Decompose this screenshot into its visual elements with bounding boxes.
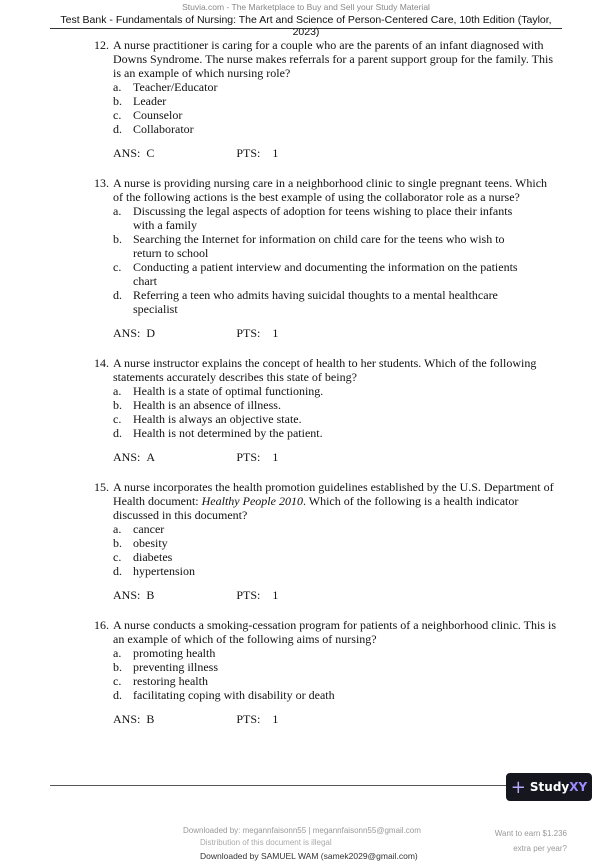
question-stem: A nurse conducts a smoking-cessation program for patients of a neighborhood clinic. This is an example of which of the following aims of nursing? <box>113 618 557 646</box>
answer-option <box>113 550 560 564</box>
ans-value: B <box>146 712 155 726</box>
answer-option <box>113 674 560 688</box>
answer-line <box>113 588 560 602</box>
answer-option <box>113 384 560 398</box>
options-list <box>113 384 560 440</box>
pts-value: 1 <box>272 588 279 602</box>
logo-text: Study <box>529 780 570 794</box>
option-text: Health is always an objective state. <box>133 412 302 426</box>
header-divider <box>50 28 562 29</box>
option-letter: a. <box>113 80 122 94</box>
option-letter: d. <box>113 688 122 702</box>
option-text: Referring a teen who admits having suicidal thoughts to a mental healthcare specialist <box>133 288 498 316</box>
answer-option <box>113 108 560 122</box>
earn-promo[interactable] <box>492 826 567 856</box>
option-letter: c. <box>113 260 122 274</box>
studyxy-logo[interactable] <box>506 773 592 801</box>
option-letter: a. <box>113 646 122 660</box>
answer-line <box>113 326 560 340</box>
option-text: preventing illness <box>133 660 218 674</box>
option-text: Health is not determined by the patient. <box>133 426 323 440</box>
option-text: Searching the Internet for information on child care for the teens who wish to return to school <box>133 232 505 260</box>
option-letter: d. <box>113 122 122 136</box>
logo-accent: XY <box>569 780 588 794</box>
pts-label: PTS: <box>236 588 261 602</box>
answer-option <box>113 522 560 536</box>
stem-text: . Which of the following is a health indicator discussed in this document? <box>113 494 519 522</box>
options-list <box>113 80 560 136</box>
question-item <box>85 480 560 602</box>
option-letter: c. <box>113 412 122 426</box>
question-item <box>85 38 560 160</box>
option-text: obesity <box>133 536 168 550</box>
answer-option <box>113 564 560 578</box>
stem-italic-title: Healthy People 2010 <box>201 494 303 508</box>
option-text: Collaborator <box>133 122 194 136</box>
option-letter: b. <box>113 398 122 412</box>
question-number: 16. <box>94 618 109 632</box>
watermark-text: Stuvia.com - The Marketplace to Buy and Sell your Study Material <box>182 2 430 12</box>
answer-option <box>113 412 560 426</box>
option-letter: b. <box>113 660 122 674</box>
option-text: Health is a state of optimal functioning. <box>133 384 324 398</box>
question-stem <box>113 480 558 522</box>
pts-label: PTS: <box>236 450 261 464</box>
option-text: hypertension <box>133 564 195 578</box>
pts-value: 1 <box>272 712 279 726</box>
downloaded-by-text-2: Downloaded by SAMUEL WAM (samek2029@gmail.com) <box>200 851 418 861</box>
downloaded-by-text: Downloaded by: megannfaisonn55 | megannfaisonn55@gmail.com <box>183 826 421 835</box>
answer-option <box>113 232 560 260</box>
option-text: Conducting a patient interview and documenting the information on the patients chart <box>133 260 518 288</box>
pts-label: PTS: <box>236 146 261 160</box>
option-letter: c. <box>113 108 122 122</box>
option-letter: b. <box>113 232 122 246</box>
question-number: 14. <box>94 356 109 370</box>
answer-line <box>113 146 560 160</box>
option-letter: a. <box>113 204 122 218</box>
options-list <box>113 522 560 578</box>
plus-icon: + <box>510 776 526 798</box>
ans-value: C <box>146 146 155 160</box>
option-letter: d. <box>113 426 122 440</box>
ans-label: ANS: <box>113 146 141 160</box>
ans-value: D <box>146 326 156 340</box>
option-letter: a. <box>113 522 122 536</box>
distribution-notice: Distribution of this document is illegal <box>200 838 332 847</box>
option-text: restoring health <box>133 674 208 688</box>
answer-option <box>113 204 560 232</box>
pts-label: PTS: <box>236 326 261 340</box>
answer-option <box>113 398 560 412</box>
options-list <box>113 646 560 702</box>
option-letter: c. <box>113 674 122 688</box>
question-item <box>85 618 560 726</box>
answer-option <box>113 94 560 108</box>
stem-text: A nurse incorporates the health promotion guidelines established by the U.S. Department of Health document: <box>113 480 554 508</box>
option-letter: d. <box>113 564 122 578</box>
answer-option <box>113 260 560 288</box>
question-stem: A nurse is providing nursing care in a neighborhood clinic to single pregnant teens. Which of the following actions is the best example of using the collaborator role as a nurse? <box>113 176 548 204</box>
answer-option <box>113 536 560 550</box>
option-text: Teacher/Educator <box>133 80 218 94</box>
option-text: facilitating coping with disability or death <box>133 688 335 702</box>
option-letter: c. <box>113 550 122 564</box>
answer-option <box>113 288 560 316</box>
question-number: 12. <box>94 38 109 52</box>
pts-label: PTS: <box>236 712 261 726</box>
option-text: Health is an absence of illness. <box>133 398 281 412</box>
option-letter: d. <box>113 288 122 302</box>
answer-option <box>113 660 560 674</box>
page-header-title: Test Bank - Fundamentals of Nursing: The Art and Science of Person-Centered Care, 10th Edition (Taylor, 2023) <box>60 14 552 38</box>
answer-option <box>113 646 560 660</box>
earn-line-2: extra per year? <box>513 844 567 853</box>
ans-label: ANS: <box>113 712 141 726</box>
ans-label: ANS: <box>113 326 141 340</box>
footer-divider <box>50 785 506 786</box>
question-item <box>85 356 560 464</box>
option-letter: b. <box>113 536 122 550</box>
pts-value: 1 <box>272 146 279 160</box>
question-stem: A nurse practitioner is caring for a couple who are the parents of an infant diagnosed with Downs Syndrome. The nurse makes referrals for a parent support group for the family. This is an example of which nursing role? <box>113 38 553 80</box>
ans-value: A <box>146 450 156 464</box>
answer-option <box>113 122 560 136</box>
option-letter: b. <box>113 94 122 108</box>
option-text: diabetes <box>133 550 173 564</box>
pts-value: 1 <box>272 326 279 340</box>
option-text: Counselor <box>133 108 183 122</box>
question-number: 15. <box>94 480 109 494</box>
earn-line-1: Want to earn $1.236 <box>494 829 567 838</box>
question-item <box>85 176 560 340</box>
option-text: promoting health <box>133 646 216 660</box>
questions-list <box>85 38 560 742</box>
option-text: Leader <box>133 94 167 108</box>
answer-option <box>113 80 560 94</box>
option-letter: a. <box>113 384 122 398</box>
option-text: Discussing the legal aspects of adoption for teens wishing to place their infants with a family <box>133 204 513 232</box>
answer-option <box>113 426 560 440</box>
answer-option <box>113 688 560 702</box>
question-number: 13. <box>94 176 109 190</box>
question-stem: A nurse instructor explains the concept of health to her students. Which of the following statements accurately describes this state of being? <box>113 356 537 384</box>
option-text: cancer <box>133 522 165 536</box>
ans-label: ANS: <box>113 588 141 602</box>
ans-label: ANS: <box>113 450 141 464</box>
answer-line <box>113 450 560 464</box>
answer-line <box>113 712 560 726</box>
options-list <box>113 204 560 316</box>
pts-value: 1 <box>272 450 279 464</box>
ans-value: B <box>146 588 155 602</box>
